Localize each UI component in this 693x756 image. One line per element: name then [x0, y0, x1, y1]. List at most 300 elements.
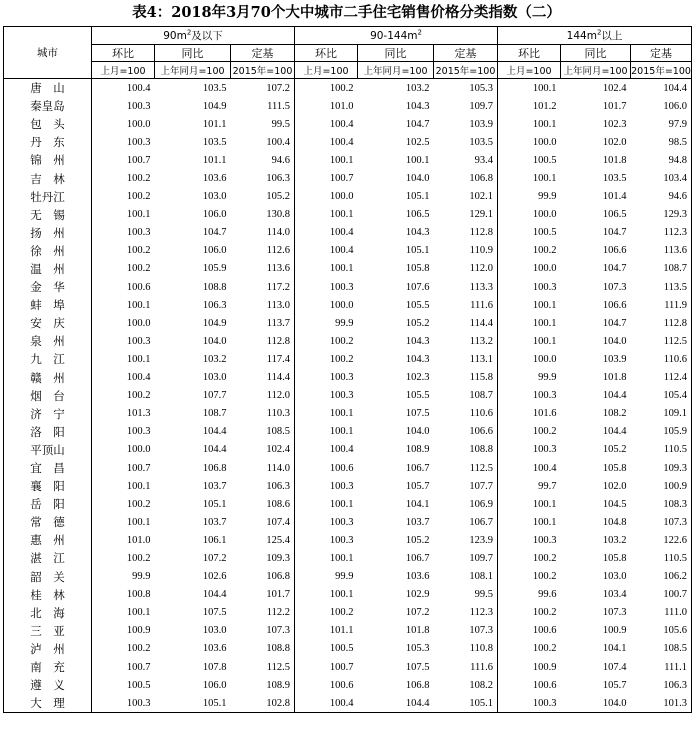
base-header-cell: 上月=100 [295, 62, 358, 79]
index-value: 100.7 [126, 661, 151, 673]
index-value: 104.7 [602, 227, 627, 239]
index-value: 102.6 [202, 571, 227, 583]
index-value: 102.0 [602, 136, 627, 148]
index-value: 107.7 [202, 390, 227, 402]
index-value: 110.8 [434, 640, 498, 658]
index-value: 100.2 [126, 643, 151, 655]
index-value: 105.5 [405, 390, 430, 402]
index-value: 100.4 [126, 82, 151, 94]
table-row [4, 206, 692, 224]
index-value: 104.9 [202, 100, 227, 112]
base-header-row [4, 62, 692, 79]
index-value: 103.9 [434, 115, 498, 133]
index-value: 109.7 [434, 549, 498, 567]
index-value: 105.9 [631, 423, 692, 441]
index-value: 103.0 [202, 625, 227, 637]
sub-header-cell: 环比 [92, 45, 155, 62]
index-value: 100.4 [329, 245, 354, 257]
index-value: 107.8 [202, 661, 227, 673]
index-value: 103.4 [631, 169, 692, 187]
index-value: 112.3 [631, 224, 692, 242]
index-value: 100.6 [532, 679, 557, 691]
index-value: 100.1 [532, 173, 557, 185]
index-value: 111.6 [434, 658, 498, 676]
index-value: 105.3 [405, 643, 430, 655]
table-row [4, 332, 692, 350]
index-value: 100.4 [126, 372, 151, 384]
index-value: 104.7 [602, 263, 627, 275]
index-value: 107.2 [231, 79, 295, 98]
index-value: 100.9 [631, 477, 692, 495]
index-value: 102.3 [405, 372, 430, 384]
index-value: 100.3 [126, 136, 151, 148]
table-row [4, 278, 692, 296]
index-value: 104.7 [602, 317, 627, 329]
index-value: 100.0 [532, 209, 557, 221]
index-value: 104.4 [202, 426, 227, 438]
index-value: 106.3 [231, 477, 295, 495]
index-value: 107.3 [602, 607, 627, 619]
table-row [4, 423, 692, 441]
index-value: 106.3 [231, 169, 295, 187]
index-value: 112.2 [231, 604, 295, 622]
city-name: 三 亚 [4, 622, 92, 640]
index-value: 107.3 [631, 513, 692, 531]
index-value: 103.5 [602, 173, 627, 185]
index-value: 105.3 [434, 79, 498, 98]
index-value: 104.7 [202, 227, 227, 239]
index-value: 100.1 [329, 209, 354, 221]
index-value: 107.5 [405, 661, 430, 673]
index-value: 106.3 [202, 299, 227, 311]
index-value: 100.3 [126, 426, 151, 438]
index-value: 108.2 [434, 676, 498, 694]
index-value: 105.7 [602, 679, 627, 691]
index-value: 117.2 [231, 278, 295, 296]
index-value: 106.2 [631, 568, 692, 586]
index-value: 100.2 [126, 498, 151, 510]
index-value: 109.3 [231, 549, 295, 567]
city-name: 泉 州 [4, 332, 92, 350]
index-value: 104.0 [405, 173, 430, 185]
table-row [4, 314, 692, 332]
sub-header-cell: 环比 [295, 45, 358, 62]
table-row [4, 658, 692, 676]
index-value: 108.9 [405, 444, 430, 456]
index-value: 104.5 [602, 498, 627, 510]
index-value: 106.1 [202, 534, 227, 546]
table-row [4, 79, 692, 98]
index-value: 111.6 [434, 296, 498, 314]
index-value: 102.0 [602, 480, 627, 492]
index-value: 105.1 [202, 498, 227, 510]
index-value: 100.3 [126, 335, 151, 347]
index-value: 105.2 [602, 444, 627, 456]
index-value: 100.4 [329, 227, 354, 239]
index-value: 112.5 [434, 459, 498, 477]
sub-header-cell: 环比 [498, 45, 561, 62]
group-header-medium: $90-144m^2$ [295, 27, 498, 45]
base-header-cell: 2015年=100 [631, 62, 692, 79]
city-name: 锦 州 [4, 151, 92, 169]
index-value: 100.5 [126, 679, 151, 691]
base-header-cell: 上月=100 [498, 62, 561, 79]
base-header-cell: 2015年=100 [434, 62, 498, 79]
index-value: 114.4 [434, 314, 498, 332]
index-value: 105.1 [434, 694, 498, 713]
index-value: 100.3 [532, 281, 557, 293]
base-header-cell: 上年同月=100 [358, 62, 434, 79]
city-name: 吉 林 [4, 169, 92, 187]
index-value: 100.2 [329, 353, 354, 365]
index-value: 105.9 [202, 263, 227, 275]
index-value: 107.6 [405, 281, 430, 293]
index-value: 103.0 [602, 571, 627, 583]
index-value: 100.3 [498, 694, 561, 713]
index-value: 100.7 [631, 586, 692, 604]
table-row [4, 549, 692, 567]
city-name: 遵 义 [4, 676, 92, 694]
city-name: 徐 州 [4, 242, 92, 260]
base-header-cell: 2015年=100 [231, 62, 295, 79]
city-name: 常 德 [4, 513, 92, 531]
index-value: 107.3 [231, 622, 295, 640]
index-value: 103.6 [202, 643, 227, 655]
index-value: 106.9 [434, 495, 498, 513]
index-value: 108.3 [631, 495, 692, 513]
index-value: 100.3 [329, 516, 354, 528]
index-value: 102.9 [405, 589, 430, 601]
index-value: 97.9 [631, 115, 692, 133]
index-value: 102.1 [434, 188, 498, 206]
index-value: 104.4 [602, 390, 627, 402]
index-value: 100.7 [126, 154, 151, 166]
index-value: 112.5 [631, 332, 692, 350]
index-value: 108.1 [434, 568, 498, 586]
index-value: 104.8 [602, 516, 627, 528]
index-value: 100.1 [126, 353, 151, 365]
city-name: 洛 阳 [4, 423, 92, 441]
sub-header-cell: 定基 [631, 45, 692, 62]
index-value: 104.4 [358, 694, 434, 713]
index-value: 108.9 [231, 676, 295, 694]
index-value: 108.8 [231, 640, 295, 658]
index-value: 99.9 [538, 372, 557, 384]
city-name: 襄 阳 [4, 477, 92, 495]
index-value: 104.4 [631, 79, 692, 98]
city-name: 桂 林 [4, 586, 92, 604]
index-value: 106.8 [405, 679, 430, 691]
index-value: 108.8 [434, 441, 498, 459]
index-value: 113.5 [631, 278, 692, 296]
index-value: 99.9 [538, 191, 557, 203]
index-value: 101.0 [126, 534, 151, 546]
table-row [4, 224, 692, 242]
city-name: 泸 州 [4, 640, 92, 658]
sub-header-row [4, 45, 692, 62]
index-value: 100.9 [532, 661, 557, 673]
index-value: 100.0 [329, 191, 354, 203]
table-row [4, 242, 692, 260]
index-value: 112.0 [434, 260, 498, 278]
index-value: 108.5 [231, 423, 295, 441]
index-value: 100.4 [329, 444, 354, 456]
index-value: 102.3 [602, 118, 627, 130]
index-value: 104.9 [202, 317, 227, 329]
city-name: 秦皇岛 [4, 97, 92, 115]
price-index-table [3, 26, 692, 713]
index-value: 100.0 [126, 317, 151, 329]
index-value: 100.1 [329, 589, 354, 601]
index-value: 101.4 [602, 191, 627, 203]
index-value: 103.0 [202, 191, 227, 203]
index-value: 99.9 [335, 571, 354, 583]
index-value: 99.9 [132, 571, 151, 583]
index-value: 111.9 [631, 296, 692, 314]
index-value: 114.0 [231, 459, 295, 477]
index-value: 105.1 [405, 245, 430, 257]
index-value: 123.9 [434, 531, 498, 549]
index-value: 101.7 [231, 586, 295, 604]
index-value: 100.4 [329, 136, 354, 148]
index-value: 110.6 [631, 350, 692, 368]
index-value: 103.7 [202, 480, 227, 492]
table-header [4, 27, 692, 79]
index-value: 105.2 [405, 534, 430, 546]
city-name: 赣 州 [4, 369, 92, 387]
index-value: 101.1 [202, 118, 227, 130]
city-name: 平顶山 [4, 441, 92, 459]
index-value: 106.6 [602, 245, 627, 257]
index-value: 100.2 [532, 607, 557, 619]
index-value: 103.6 [405, 571, 430, 583]
index-value: 100.5 [532, 227, 557, 239]
index-value: 104.3 [405, 335, 430, 347]
index-value: 100.3 [532, 444, 557, 456]
index-value: 103.2 [405, 82, 430, 94]
index-value: 104.1 [405, 498, 430, 510]
index-value: 117.4 [231, 350, 295, 368]
index-value: 104.4 [602, 426, 627, 438]
index-value: 112.8 [631, 314, 692, 332]
index-value: 100.1 [532, 299, 557, 311]
table-row [4, 169, 692, 187]
city-name: 烟 台 [4, 387, 92, 405]
index-value: 100.6 [329, 462, 354, 474]
index-value: 103.0 [202, 372, 227, 384]
index-value: 104.3 [405, 100, 430, 112]
index-value: 100.3 [329, 534, 354, 546]
index-value: 129.3 [631, 206, 692, 224]
index-value: 101.8 [602, 372, 627, 384]
index-value: 100.1 [126, 480, 151, 492]
table-row [4, 694, 692, 713]
index-value: 105.6 [631, 622, 692, 640]
index-value: 107.2 [202, 552, 227, 564]
index-value: 100.3 [329, 390, 354, 402]
index-value: 105.7 [405, 480, 430, 492]
index-value: 105.1 [155, 694, 231, 713]
index-value: 112.0 [231, 387, 295, 405]
index-value: 103.5 [434, 133, 498, 151]
index-value: 94.6 [231, 151, 295, 169]
index-value: 103.9 [602, 353, 627, 365]
index-value: 101.1 [202, 154, 227, 166]
index-value: 100.6 [329, 679, 354, 691]
index-value: 103.6 [202, 173, 227, 185]
index-value: 100.0 [126, 118, 151, 130]
city-name: 温 州 [4, 260, 92, 278]
table-row [4, 586, 692, 604]
index-value: 105.5 [405, 299, 430, 311]
index-value: 112.4 [631, 369, 692, 387]
index-value: 107.3 [602, 281, 627, 293]
city-column-header: 城市 [4, 27, 92, 79]
index-value: 110.3 [231, 405, 295, 423]
index-value: 100.1 [329, 552, 354, 564]
index-value: 100.2 [532, 552, 557, 564]
table-row [4, 350, 692, 368]
index-value: 102.8 [231, 694, 295, 713]
sub-header-cell: 同比 [155, 45, 231, 62]
index-value: 111.1 [631, 658, 692, 676]
index-value: 101.0 [329, 100, 354, 112]
sub-header-cell: 同比 [561, 45, 631, 62]
index-value: 108.2 [602, 408, 627, 420]
index-value: 100.2 [532, 245, 557, 257]
index-value: 100.3 [92, 694, 155, 713]
index-value: 112.8 [434, 224, 498, 242]
index-value: 112.8 [231, 332, 295, 350]
index-value: 106.8 [434, 169, 498, 187]
index-value: 103.7 [202, 516, 227, 528]
index-value: 113.0 [231, 296, 295, 314]
index-value: 99.9 [335, 317, 354, 329]
city-name: 无 锡 [4, 206, 92, 224]
index-value: 103.5 [202, 82, 227, 94]
sub-header-cell: 同比 [358, 45, 434, 62]
group-header-small: $90m^2$及以下 [92, 27, 295, 45]
table-row [4, 387, 692, 405]
index-value: 106.0 [202, 245, 227, 257]
index-value: 100.2 [126, 552, 151, 564]
table-row [4, 260, 692, 278]
index-value: 106.7 [405, 462, 430, 474]
city-name: 唐 山 [4, 79, 92, 98]
index-value: 108.7 [202, 408, 227, 420]
index-value: 101.2 [532, 100, 557, 112]
table-row [4, 296, 692, 314]
index-value: 105.2 [231, 188, 295, 206]
index-value: 102.4 [231, 441, 295, 459]
index-value: 102.4 [602, 82, 627, 94]
index-value: 104.1 [602, 643, 627, 655]
index-value: 109.7 [434, 97, 498, 115]
table-row [4, 405, 692, 423]
index-value: 125.4 [231, 531, 295, 549]
index-value: 106.8 [202, 462, 227, 474]
table-row [4, 188, 692, 206]
index-value: 113.6 [631, 242, 692, 260]
index-value: 105.2 [405, 317, 430, 329]
city-name: 牡丹江 [4, 188, 92, 206]
city-name: 包 头 [4, 115, 92, 133]
city-name: 惠 州 [4, 531, 92, 549]
table-row [4, 115, 692, 133]
index-value: 107.4 [602, 661, 627, 673]
table-row [4, 513, 692, 531]
index-value: 107.5 [202, 607, 227, 619]
index-value: 100.1 [329, 426, 354, 438]
city-name: 丹 东 [4, 133, 92, 151]
index-value: 100.2 [126, 191, 151, 203]
index-value: 107.7 [434, 477, 498, 495]
index-value: 103.2 [202, 353, 227, 365]
index-value: 100.1 [329, 498, 354, 510]
table-row [4, 97, 692, 115]
table-row [4, 133, 692, 151]
index-value: 99.5 [434, 586, 498, 604]
index-value: 110.5 [631, 549, 692, 567]
index-value: 100.2 [532, 571, 557, 583]
table-row [4, 622, 692, 640]
index-value: 105.8 [405, 263, 430, 275]
index-value: 113.2 [434, 332, 498, 350]
index-value: 100.2 [329, 607, 354, 619]
index-value: 100.5 [329, 643, 354, 655]
index-value: 100.1 [532, 335, 557, 347]
index-value: 106.0 [202, 209, 227, 221]
index-value: 104.7 [405, 118, 430, 130]
index-value: 107.3 [434, 622, 498, 640]
city-name: 扬 州 [4, 224, 92, 242]
index-value: 113.3 [434, 278, 498, 296]
index-value: 100.7 [126, 462, 151, 474]
index-value: 100.2 [532, 426, 557, 438]
index-value: 106.8 [231, 568, 295, 586]
index-value: 100.2 [329, 335, 354, 347]
city-name: 安 庆 [4, 314, 92, 332]
index-value: 108.8 [202, 281, 227, 293]
sub-header-cell: 定基 [434, 45, 498, 62]
index-value: 106.3 [631, 676, 692, 694]
index-value: 100.0 [329, 299, 354, 311]
index-value: 107.5 [405, 408, 430, 420]
index-value: 100.6 [532, 625, 557, 637]
index-value: 108.7 [434, 387, 498, 405]
index-value: 113.1 [434, 350, 498, 368]
index-value: 106.6 [434, 423, 498, 441]
index-value: 101.3 [631, 694, 692, 713]
index-value: 109.1 [631, 405, 692, 423]
index-value: 100.0 [126, 444, 151, 456]
index-value: 100.1 [532, 82, 557, 94]
city-name: 金 华 [4, 278, 92, 296]
index-value: 106.0 [631, 97, 692, 115]
index-value: 100.7 [329, 661, 354, 673]
table-row [4, 477, 692, 495]
index-value: 101.1 [329, 625, 354, 637]
index-value: 105.4 [631, 387, 692, 405]
index-value: 100.3 [532, 390, 557, 402]
index-value: 101.8 [602, 154, 627, 166]
city-name: 宜 昌 [4, 459, 92, 477]
index-value: 100.1 [126, 299, 151, 311]
index-value: 100.1 [405, 154, 430, 166]
index-value: 112.3 [434, 604, 498, 622]
city-name: 济 宁 [4, 405, 92, 423]
index-value: 103.5 [202, 136, 227, 148]
